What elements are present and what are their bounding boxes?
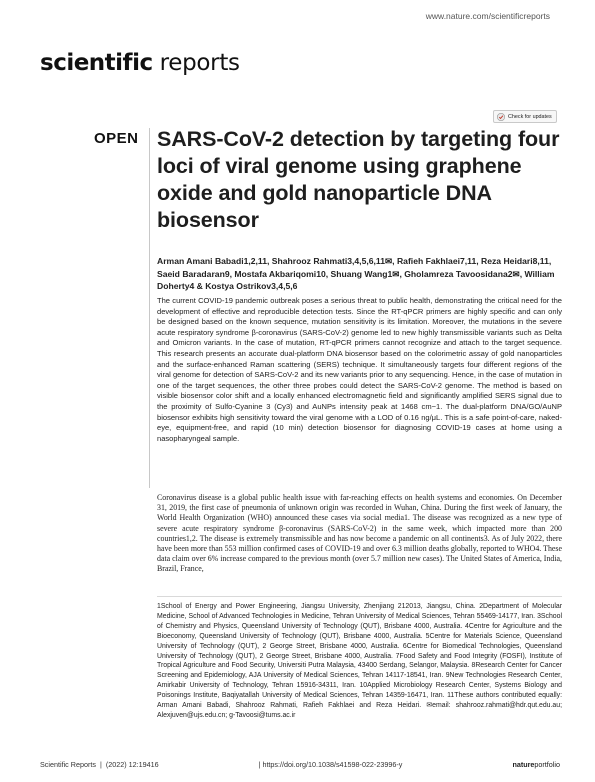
crossmark-icon: [497, 113, 505, 121]
footer-separator: |: [99, 760, 102, 769]
journal-logo: [40, 50, 560, 80]
page-footer: [40, 760, 560, 769]
affiliations-divider: [157, 596, 562, 597]
article-title: SARS-CoV-2 detection by targeting four loci of viral genome using graphene oxide and gold nanoparticle DNA biosensor: [157, 127, 560, 232]
author-list: Arman Amani Babadi1,2,11, Shahrooz Rahmati3,4,5,6,11✉, Rafieh Fakhlaei7,11, Reza Heidari8,11, Saeid Baradaran9, Mostafa Akbariqomi10, Shuang Wang1✉, Gholamreza Tavoosidana2✉, William Doherty4 & Kostya Ostrikov3,4,5,6: [157, 256, 555, 291]
footer-citation: (2022) 12:19416: [105, 760, 159, 769]
publisher-bold: nature: [512, 760, 535, 769]
margin-divider: [149, 128, 150, 488]
introduction-paragraph: Coronavirus disease is a global public health issue with far-reaching effects on health systems and economies. On December 31, 2019, the first case of pneumonia of unknown origin was recorded in Wuhan, China. During the first week of January, the World Health Organization (WHO) announced these cases via social media1. The disease was recognized as a new type of severe acute respiratory syndrome β-coronavirus (SARS-CoV-2) in the same week, which impacted more than 200 countries1,2. The disease is extremely transmissible and has now become a pandemic on all continents3. As of July 2022, there have been more than 553 million confirmed cases of COVID-19 and over 6.3 million deaths globally, reported to WHO4. These data claim over 6% increase compared to the previous month (over 5.7 million new cases). The United States of America, India, Brazil, France,: [157, 493, 562, 574]
logo-word-reports: reports: [159, 50, 240, 76]
open-access-label: OPEN: [94, 130, 139, 147]
footer-journal: Scientific Reports: [40, 760, 96, 769]
abstract: The current COVID-19 pandemic outbreak poses a serious threat to public health, demonstrating the critical need for the development of effective and reproducible detection tests. Since the RT-qPCR primers are highly specific and can only be designed based on the known sequence, mutation sensitivity is its limitation. Moreover, the mutations in the severe acute respiratory syndrome β-coronavirus (SARS-CoV-2) genome led to new highly transmissible variants such as Delta and Omicron variants. In the case of mutation, RT-qPCR primers cannot recognize and attach to the target sequence. This research presents an accurate dual-platform DNA biosensor based on the colorimetric assay of gold nanoparticles and the surface-enhanced Raman scattering (SERS) technique. It simultaneously targets four different regions of the viral genome for detection of SARS-CoV-2 and its new variants prior to any sequencing. Hence, in the case of mutation in one of the target sequences, the other three probes could detect the SARS-CoV-2 genome. The method is based on visible biosensor color shift and a locally enhanced electromagnetic field and significantly amplified SERS signal due to the proximity of Sulfo-Cyanine 3 (Cy3) and AuNPs intensity peak at 1468 cm−1. The dual-platform DNA/GO/AuNP biosensor exhibits high sensitivity toward the viral genome with a LOD of 0.16 ng/μL. This is a safe point-of-care, naked-eye, equipment-free, and rapid (10 min) detection biosensor for diagnosing COVID-19 cases at home using a nasopharyngeal sample.: [157, 296, 562, 443]
logo-word-scientific: scientific: [40, 50, 153, 76]
affiliations: 1School of Energy and Power Engineering, Jiangsu University, Zhenjiang 212013, Jiangsu, China. 2Department of Molecular Medicine, School of Advanced Technologies in Medicine, Tehran University of Medical Sciences, Tehran 55469-14177, Iran. 3School of Chemistry and Physics, Queensland University of Technology (QUT), Brisbane 4000, Australia. 4Centre for Agriculture and the Bioeconomy, Queensland University of Technology (QUT), Brisbane 4000, Australia. 5Centre for Materials Science, Queensland University of Technology (QUT), 2 George Street, Brisbane 4000, Australia. 6Centre for Biomedical Technologies, Queensland University of Technology (QUT), 2 George Street, Brisbane 4000, Australia. 7Food Safety and Food Integrity (FOSFI), Institute of Tropical Agriculture and Food Security, Universiti Putra Malaysia, 43400 Serdang, Selangor, Malaysia. 8Research Center for Cancer Screening and Epidemiology, AJA University of Medical Sciences, Tehran 14117-18541, Iran. 9New Technologies Research Center, Amirkabir University of Technology, Tehran 15916-34311, Iran. 10Applied Microbiology Research Center, Systems Biology and Poisonings Institute, Baqiyatallah University of Medical Sciences, Tehran 14359-16471, Iran. 11These authors contributed equally: Arman Amani Babadi, Shahrooz Rahmati, Rafieh Fakhlaei and Reza Heidari. ✉email: shahrooz.rahmati@hdr.qut.edu.au; Alexjuven@ujs.edu.cn; g-Tavoosi@tums.ac.ir: [157, 603, 562, 719]
footer-doi-link[interactable]: | https://doi.org/10.1038/s41598-022-23996-y: [258, 760, 403, 769]
publisher-logo: [512, 760, 560, 769]
publisher-light: portfolio: [534, 760, 560, 769]
check-for-updates-button[interactable]: [493, 110, 557, 123]
journal-url[interactable]: www.nature.com/scientificreports: [425, 11, 550, 21]
check-for-updates-label: Check for updates: [508, 113, 552, 120]
